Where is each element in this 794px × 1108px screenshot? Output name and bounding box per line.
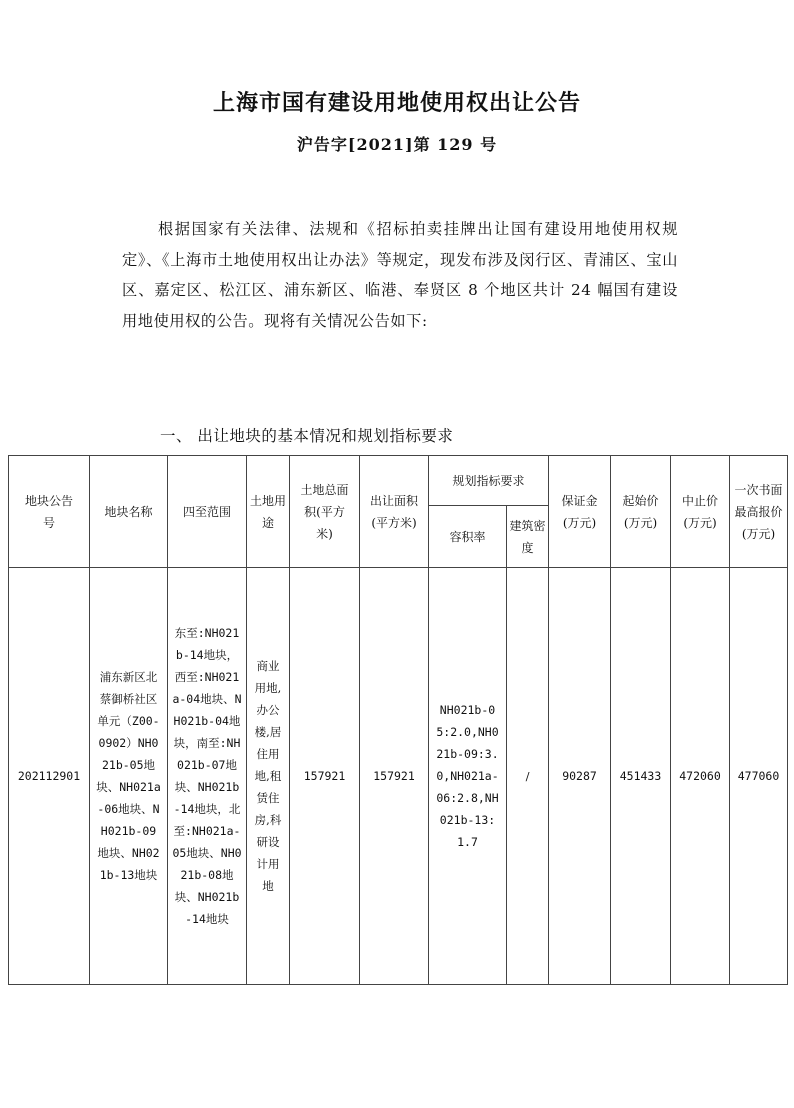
header-transfer-area: 出让面积(平方米) [360,456,429,568]
header-total-area: 土地总面积(平方米) [290,456,360,568]
header-start-price: 起始价(万元) [611,456,671,568]
table-row [9,568,788,985]
header-planning: 规划指标要求 [429,456,549,506]
cell-parcel-name: 浦东新区北蔡御桥社区单元（Z00-0902）NH021b-05地块、NH021a-06地块、NH021b-09地块、NH021b-13地块 [90,568,168,985]
document-number: 沪告字[2021]第 129 号 [296,135,498,154]
cell-far: NH021b-05:2.0,NH021b-09:3.0,NH021a-06:2.8,NH021b-13: 1.7 [429,568,507,985]
header-density: 建筑密度 [507,506,549,568]
cell-transfer-area: 157921 [360,568,429,985]
cell-total-area: 157921 [290,568,360,985]
cell-land-use: 商业用地,办公楼,居住用地,租赁住房,科研设计用地 [247,568,290,985]
header-parcel-name: 地块名称 [90,456,168,568]
land-parcel-table [8,455,788,985]
header-land-use: 土地用途 [247,456,290,568]
cell-boundary: 东至:NH021b-14地块，西至:NH021a-04地块、NH021b-04地块，南至:NH021b-07地块、NH021b-14地块，北至:NH021a-05地块、NH021b-08地块、NH021b-14地块 [168,568,247,985]
header-stop-price: 中止价(万元) [671,456,730,568]
cell-notice-no: 202112901 [9,568,90,985]
cell-max-bid: 477060 [730,568,788,985]
page-title: 上海市国有建设用地使用权出让公告 [212,91,581,116]
cell-start-price: 451433 [611,568,671,985]
intro-paragraph: 根据国家有关法律、法规和《招标拍卖挂牌出让国有建设用地使用权规定》、《上海市土地使用权出让办法》等规定，现发布涉及闵行区、青浦区、宝山区、嘉定区、松江区、浦东新区、临港、奉贤区 8 个地区共计 24 幅国有建设用地使用权的公告。现将有关情况公告如下: [122,220,678,330]
header-far: 容积率 [429,506,507,568]
cell-stop-price: 472060 [671,568,730,985]
cell-density: / [507,568,549,985]
header-max-bid: 一次书面最高报价(万元) [730,456,788,568]
header-notice-no: 地块公告号 [9,456,90,568]
header-boundary: 四至范围 [168,456,247,568]
section-heading: 一、 出让地块的基本情况和规划指标要求 [160,427,454,445]
cell-deposit: 90287 [549,568,611,985]
header-deposit: 保证金(万元) [549,456,611,568]
